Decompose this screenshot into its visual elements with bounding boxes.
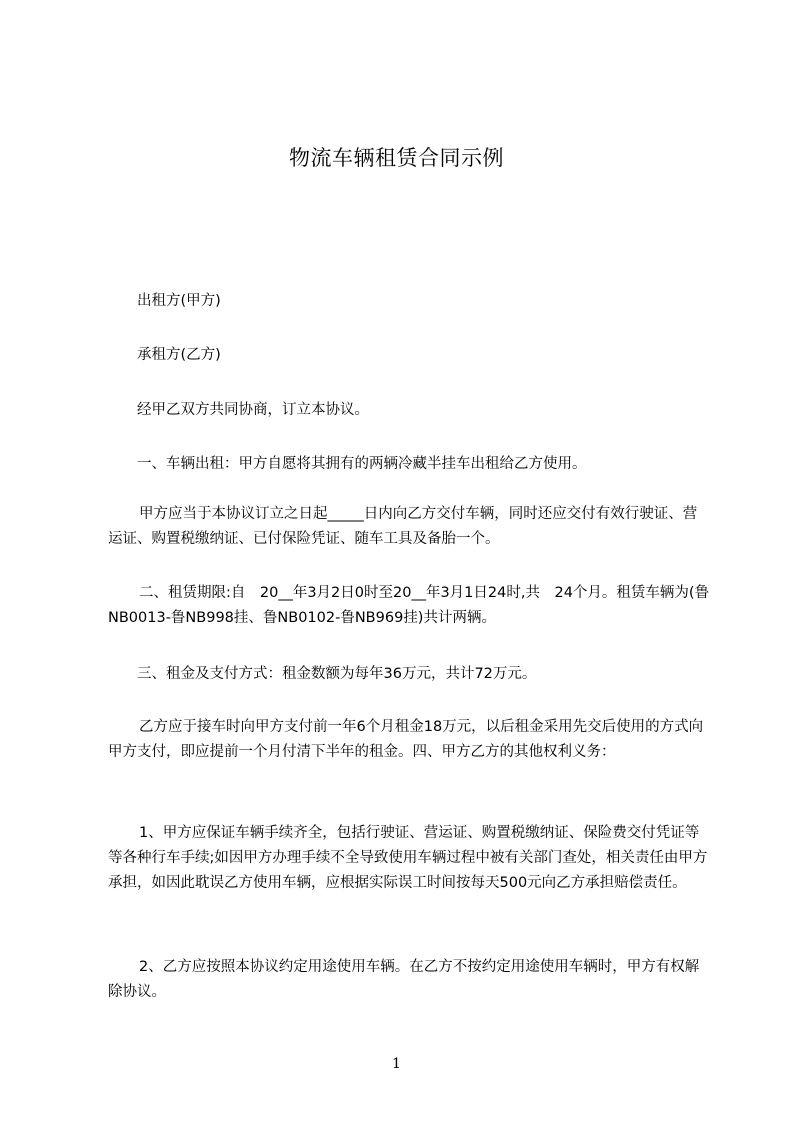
lessor-line: 出租方(甲方)	[137, 293, 221, 309]
clause-rental-term: 二、租赁期限:自 20__年3月2日0时至20__年3月1日24时,共 24个月。租赁车辆为(鲁NB0013-鲁NB998挂、鲁NB0102-鲁NB969挂)共计两辆。	[108, 585, 710, 626]
clause-lessee-usage: 2、乙方应按照本协议约定用途使用车辆。在乙方不按约定用途使用车辆时，甲方有权解除协议。	[108, 959, 700, 1000]
document-title: 物流车辆租赁合同示例	[289, 146, 504, 170]
lessee-line: 承租方(乙方)	[137, 347, 221, 363]
clause-payment-schedule: 乙方应于接车时向甲方支付前一年6个月租金18万元，以后租金采用先交后使用的方式向甲方支付，即应提前一个月付清下半年的租金。四、甲方乙方的其他权利义务：	[108, 719, 704, 760]
agreement-intro: 经甲乙双方共同协商，订立本协议。	[137, 402, 369, 418]
clause-rent-payment: 三、租金及支付方式：租金数额为每年36万元，共计72万元。	[137, 666, 537, 682]
clause-lessor-obligations: 1、甲方应保证车辆手续齐全，包括行驶证、营运证、购置税缴纳证、保险费交付凭证等等各种行车手续;如因甲方办理手续不全导致使用车辆过程中被有关部门查处，相关责任由甲方承担，如因此耽误乙方使用车辆，应根据实际误工时间按每天500元向乙方承担赔偿责任。	[108, 825, 708, 891]
clause-vehicle-delivery: 甲方应当于本协议订立之日起_____日内向乙方交付车辆，同时还应交付有效行驶证、营运证、购置税缴纳证、已付保险凭证、随车工具及备胎一个。	[108, 506, 698, 547]
clause-vehicle-rental: 一、车辆出租：甲方自愿将其拥有的两辆冷藏半挂车出租给乙方使用。	[137, 456, 587, 472]
page-number: 1	[392, 1056, 401, 1072]
